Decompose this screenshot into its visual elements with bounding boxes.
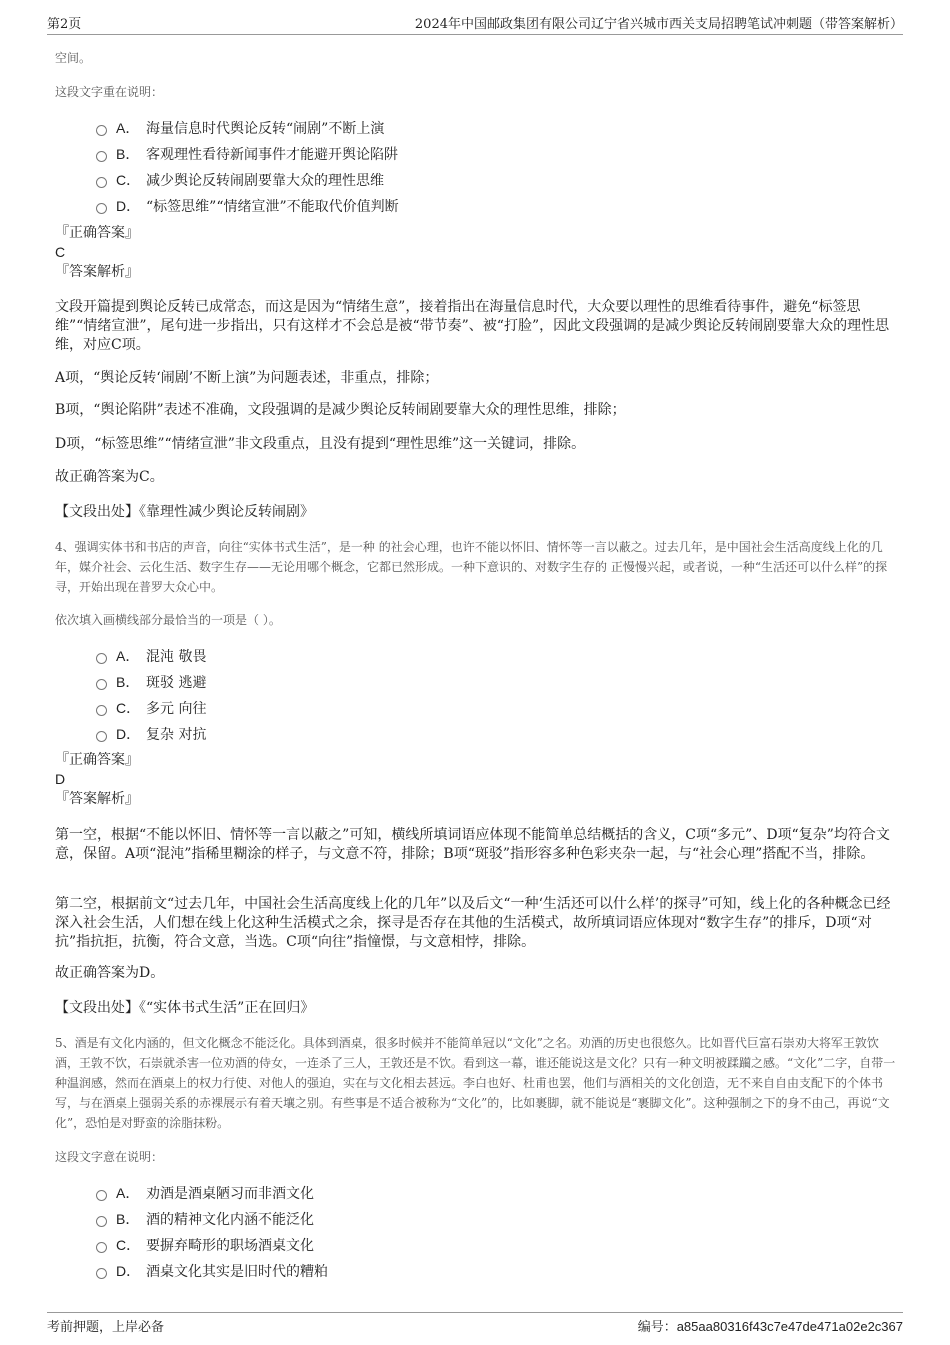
q3-answer: C bbox=[55, 244, 66, 260]
q3-source: 【文段出处】《靠理性减少舆论反转闹剧》 bbox=[55, 504, 314, 520]
q4-conclusion: 故正确答案为D。 bbox=[55, 965, 165, 981]
page-header bbox=[47, 10, 903, 35]
radio-icon[interactable] bbox=[96, 1242, 107, 1253]
page-number: 第2页 bbox=[47, 17, 82, 32]
q4-option-d[interactable]: D． 复杂 对抗 bbox=[96, 724, 206, 744]
q3-answer-label: 『正确答案』 bbox=[55, 225, 139, 241]
q5-option-b[interactable]: B． 酒的精神文化内涵不能泛化 bbox=[96, 1209, 314, 1229]
q3-prompt: 这段文字重在说明： bbox=[55, 85, 164, 99]
radio-icon[interactable] bbox=[96, 653, 107, 664]
q3-analysis-d: D项，“标签思维”“情绪宣泄”非文段重点，且没有提到“理性思维”这一关键词，排除。 bbox=[55, 436, 586, 452]
q3-analysis-main: 文段开篇提到舆论反转已成常态，而这是因为“情绪生意”，接着指出在海量信息时代，大众要以理性的思维看待事件，避免“标签思维”“情绪宣泄”，尾句进一步指出，只有这样才不会总是被“带节奏”、被“打脸”，因此文段强调的是减少舆论反转闹剧要靠大众的理性思维，对应C项。 bbox=[55, 299, 890, 353]
radio-icon[interactable] bbox=[96, 1216, 107, 1227]
footer-slogan: 考前押题，上岸必备 bbox=[47, 1320, 165, 1335]
page-footer bbox=[47, 1312, 903, 1335]
q5-option-c[interactable]: C． 要摒弃畸形的职场酒桌文化 bbox=[96, 1235, 314, 1255]
radio-icon[interactable] bbox=[96, 1268, 107, 1279]
q4-prompt: 依次填入画横线部分最恰当的一项是（ ）。 bbox=[55, 613, 281, 627]
q3-option-d[interactable]: D． “标签思维”“情绪宣泄”不能取代价值判断 bbox=[96, 196, 399, 216]
q4-answer: D bbox=[55, 771, 66, 787]
q4-source: 【文段出处】《“实体书式生活”正在回归》 bbox=[55, 1000, 315, 1016]
q5-option-d[interactable]: D． 酒桌文化其实是旧时代的糟粕 bbox=[96, 1261, 328, 1281]
radio-icon[interactable] bbox=[96, 203, 107, 214]
q3-analysis-a: A项，“舆论反转‘闹剧’不断上演”为问题表述，非重点，排除； bbox=[55, 370, 439, 386]
q4-analysis-blank1: 第一空，根据“不能以怀旧、情怀等一言以蔽之”可知，横线所填词语应体现不能简单总结概括的含义，C项“多元”、D项“复杂”均符合文意，保留。A项“混沌”指稀里糊涂的样子，与文意不符，排除；B项“斑驳”指形容多种色彩夹杂一起，与“社会心理”搭配不当，排除。 bbox=[55, 827, 890, 862]
q3-stem-tail: 空间。 bbox=[55, 51, 92, 65]
radio-icon[interactable] bbox=[96, 705, 107, 716]
q4-option-a[interactable]: A． 混沌 敬畏 bbox=[96, 646, 206, 666]
q4-option-b[interactable]: B． 斑驳 逃避 bbox=[96, 672, 206, 692]
q3-conclusion: 故正确答案为C。 bbox=[55, 469, 164, 485]
document-title: 2024年中国邮政集团有限公司辽宁省兴城市西关支局招聘笔试冲刺题（带答案解析） bbox=[414, 17, 903, 32]
q3-analysis-label: 『答案解析』 bbox=[55, 264, 139, 280]
radio-icon[interactable] bbox=[96, 731, 107, 742]
radio-icon[interactable] bbox=[96, 679, 107, 690]
radio-icon[interactable] bbox=[96, 177, 107, 188]
q4-stem: 4、强调实体书和书店的声音，向往“实体书式生活”，是一种 的社会心理，也许不能以怀旧、情怀等一言以蔽之。过去几年，是中国社会生活高度线上化的几年，媒介社会、云化生活、数字生存——无论用哪个概念，它都已然形成。一种下意识的、对数字生存的 正慢慢兴起，或者说，一种“生活还可以什么样”的探寻，开始出现在普罗大众心中。 bbox=[55, 540, 888, 594]
document-code: 编号：a85aa80316f43c7e47de471a02e2c367 bbox=[637, 1319, 903, 1334]
q3-analysis-b: B项，“舆论陷阱”表述不准确，文段强调的是减少舆论反转闹剧要靠大众的理性思维，排除； bbox=[55, 402, 626, 418]
q4-answer-label: 『正确答案』 bbox=[55, 752, 139, 768]
q4-analysis-label: 『答案解析』 bbox=[55, 791, 139, 807]
radio-icon[interactable] bbox=[96, 151, 107, 162]
q3-option-b[interactable]: B． 客观理性看待新闻事件才能避开舆论陷阱 bbox=[96, 144, 398, 164]
radio-icon[interactable] bbox=[96, 1190, 107, 1201]
q5-option-a[interactable]: A． 劝酒是酒桌陋习而非酒文化 bbox=[96, 1183, 314, 1203]
q5-stem: 5、酒是有文化内涵的，但文化概念不能泛化。具体到酒桌，很多时候并不能简单冠以“文化”之名。劝酒的历史也很悠久。比如晋代巨富石崇劝大将军王敦饮酒，王敦不饮，石崇就杀害一位劝酒的侍女，一连杀了三人，王敦还是不饮。看到这一幕，谁还能说这是文化？只有一种文明被蹂躏之感。“文化”二字，自带一种温润感，然而在酒桌上的权力行使、对他人的强迫，实在与文化相去甚远。李白也好、杜甫也罢，他们与酒相关的文化创造，无不来自自由支配下的个体书写，与在酒桌上强弱关系的赤裸展示有着天壤之别。有些事是不适合被称为“文化”的，比如裹脚，就不能说是“裹脚文化”。这种强制之下的身不由己，再说“文化”，恐怕是对野蛮的涂脂抹粉。 bbox=[55, 1036, 896, 1130]
q5-prompt: 这段文字意在说明： bbox=[55, 1150, 164, 1164]
q4-option-c[interactable]: C． 多元 向往 bbox=[96, 698, 206, 718]
radio-icon[interactable] bbox=[96, 125, 107, 136]
q3-option-a[interactable]: A． 海量信息时代舆论反转“闹剧”不断上演 bbox=[96, 118, 384, 138]
q4-analysis-blank2: 第二空，根据前文“过去几年，中国社会生活高度线上化的几年”以及后文“一种‘生活还可以什么样’的探寻”可知，线上化的各种概念已经深入社会生活，人们想在线上化这种生活模式之余，探寻是否存在其他的生活模式，故所填词语应体现对“数字生存”的排斥，D项“对抗”指抗拒，抗衡，符合文意，当选。C项“向往”指憧憬，与文意相悖，排除。 bbox=[55, 896, 891, 950]
q3-option-c[interactable]: C． 减少舆论反转闹剧要靠大众的理性思维 bbox=[96, 170, 384, 190]
